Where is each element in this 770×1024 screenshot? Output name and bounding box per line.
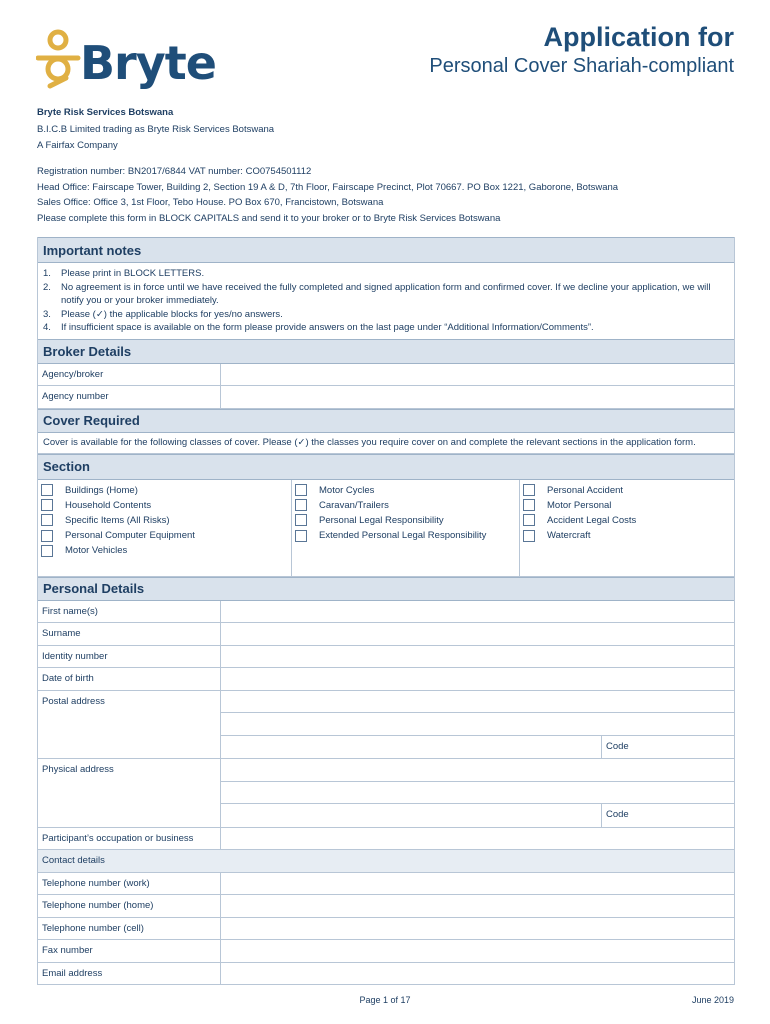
tel-cell-row <box>38 918 734 941</box>
sales-office: Sales Office: Office 3, 1st Floor, Tebo House. PO Box 670, Francistown, Botswana <box>37 197 384 208</box>
page-subtitle: Personal Cover Shariah-compliant <box>429 55 734 77</box>
company-name: Bryte Risk Services Botswana <box>37 107 174 118</box>
cover-option[interactable]: Watercraft <box>523 528 731 543</box>
registration-info: Registration number: BN2017/6844 VAT number: CO0754501112 <box>37 166 312 177</box>
cover-column-3 <box>519 480 734 576</box>
cover-option[interactable]: Personal Accident <box>523 483 731 498</box>
checkbox[interactable] <box>41 514 53 526</box>
form-date: June 2019 <box>691 995 734 1005</box>
surname-field[interactable] <box>221 623 734 645</box>
identity-number-label: Identity number <box>38 646 221 668</box>
first-names-label: First name(s) <box>38 601 221 623</box>
fax-row <box>38 940 734 963</box>
cover-option[interactable]: Extended Personal Legal Responsibility <box>295 528 516 543</box>
head-office: Head Office: Fairscape Tower, Building 2, Section 19 A & D, 7th Floor, Fairscape Precinct, Plot 70667. PO Box 1221, Gaborone, Botswana <box>37 182 619 193</box>
checkbox[interactable] <box>523 484 535 496</box>
postal-address-block <box>38 691 734 760</box>
tel-home-row <box>38 895 734 918</box>
company-group: A Fairfax Company <box>37 140 118 151</box>
first-names-row <box>38 601 734 624</box>
tel-work-field[interactable] <box>221 873 734 895</box>
occupation-field[interactable] <box>221 828 734 850</box>
postal-address-label: Postal address <box>38 691 221 759</box>
email-field[interactable] <box>221 963 734 985</box>
postal-address-line[interactable] <box>221 713 734 736</box>
date-of-birth-label: Date of birth <box>38 668 221 690</box>
section-heading-broker: Broker Details <box>38 339 734 364</box>
physical-code-label: Code <box>606 809 629 820</box>
checkbox[interactable] <box>41 530 53 542</box>
postal-code-label: Code <box>606 740 629 752</box>
identity-number-row <box>38 646 734 669</box>
checkbox[interactable] <box>41 484 53 496</box>
application-form <box>37 237 735 985</box>
email-row <box>38 963 734 986</box>
cover-option[interactable]: Caravan/Trailers <box>295 498 516 513</box>
section-heading-important-notes: Important notes <box>38 237 734 263</box>
fax-field[interactable] <box>221 940 734 962</box>
checkbox[interactable] <box>523 514 535 526</box>
agency-number-label: Agency number <box>38 386 221 408</box>
date-of-birth-field[interactable] <box>221 668 734 690</box>
cover-option[interactable]: Personal Computer Equipment <box>41 528 288 543</box>
note-item: 4. If insufficient space is available on the form please provide answers on the last page under “Additional Information/Comments”. <box>43 322 594 333</box>
identity-number-field[interactable] <box>221 646 734 668</box>
note-item: 3. Please (✓) the applicable blocks for yes/no answers. <box>43 308 283 320</box>
cover-option[interactable]: Motor Cycles <box>295 483 516 498</box>
occupation-row <box>38 828 734 851</box>
tel-cell-field[interactable] <box>221 918 734 940</box>
agency-number-field[interactable] <box>221 386 734 408</box>
cover-option[interactable]: Personal Legal Responsibility <box>295 513 516 528</box>
form-instruction: Please complete this form in BLOCK CAPITALS and send it to your broker or to Bryte Risk Services Botswana <box>37 213 501 224</box>
agency-broker-field[interactable] <box>221 364 734 386</box>
cover-option[interactable]: Buildings (Home) <box>41 483 288 498</box>
cover-description: Cover is available for the following classes of cover. Please (✓) the classes you require cover on and complete the relevant sections in the application form. <box>38 433 734 454</box>
cover-option[interactable]: Household Contents <box>41 498 288 513</box>
cover-option[interactable]: Motor Personal <box>523 498 731 513</box>
cover-classes-grid <box>38 480 734 577</box>
page-title: Application for <box>543 22 734 52</box>
brand-name: Bryte <box>80 36 216 90</box>
physical-address-line[interactable] <box>221 759 734 782</box>
section-heading-personal: Personal Details <box>38 577 734 601</box>
checkbox[interactable] <box>295 514 307 526</box>
section-heading-cover: Cover Required <box>38 409 734 433</box>
note-item: 2. No agreement is in force until we have received the fully completed and signed application form and confirmed cover. If we decline your application, we will notify you or your broker immediately. <box>43 281 711 306</box>
important-notes-list <box>38 263 734 339</box>
checkbox[interactable] <box>295 499 307 511</box>
checkbox[interactable] <box>523 530 535 542</box>
checkbox[interactable] <box>41 499 53 511</box>
tel-work-row <box>38 873 734 896</box>
surname-label: Surname <box>38 623 221 645</box>
cover-option[interactable]: Motor Vehicles <box>41 543 288 558</box>
agency-broker-label: Agency/broker <box>38 364 221 386</box>
agency-broker-row <box>38 364 734 387</box>
section-heading-section: Section <box>38 454 734 480</box>
checkbox[interactable] <box>523 499 535 511</box>
fax-label: Fax number <box>38 940 221 962</box>
cover-column-2 <box>291 480 519 576</box>
company-trading: B.I.C.B Limited trading as Bryte Risk Services Botswana <box>37 124 275 135</box>
occupation-label: Participant’s occupation or business <box>38 828 221 850</box>
checkbox[interactable] <box>295 484 307 496</box>
first-names-field[interactable] <box>221 601 734 623</box>
postal-address-line[interactable] <box>221 736 734 759</box>
cover-option[interactable]: Specific Items (All Risks) <box>41 513 288 528</box>
note-item: 1. Please print in BLOCK LETTERS. <box>43 268 205 279</box>
tel-work-label: Telephone number (work) <box>38 873 221 895</box>
physical-address-block <box>38 759 734 828</box>
physical-address-label: Physical address <box>38 759 221 827</box>
agency-number-row <box>38 386 734 409</box>
date-of-birth-row <box>38 668 734 691</box>
checkbox[interactable] <box>41 545 53 557</box>
tel-home-label: Telephone number (home) <box>38 895 221 917</box>
surname-row <box>38 623 734 646</box>
postal-address-line[interactable] <box>221 691 734 714</box>
contact-details-heading: Contact details <box>38 850 734 873</box>
tel-cell-label: Telephone number (cell) <box>38 918 221 940</box>
physical-address-line[interactable] <box>221 782 734 805</box>
physical-address-line[interactable] <box>221 804 734 827</box>
cover-option[interactable]: Accident Legal Costs <box>523 513 731 528</box>
tel-home-field[interactable] <box>221 895 734 917</box>
checkbox[interactable] <box>295 530 307 542</box>
email-label: Email address <box>38 963 221 985</box>
page-number: Page 1 of 17 <box>359 995 411 1005</box>
cover-column-1 <box>38 480 291 576</box>
